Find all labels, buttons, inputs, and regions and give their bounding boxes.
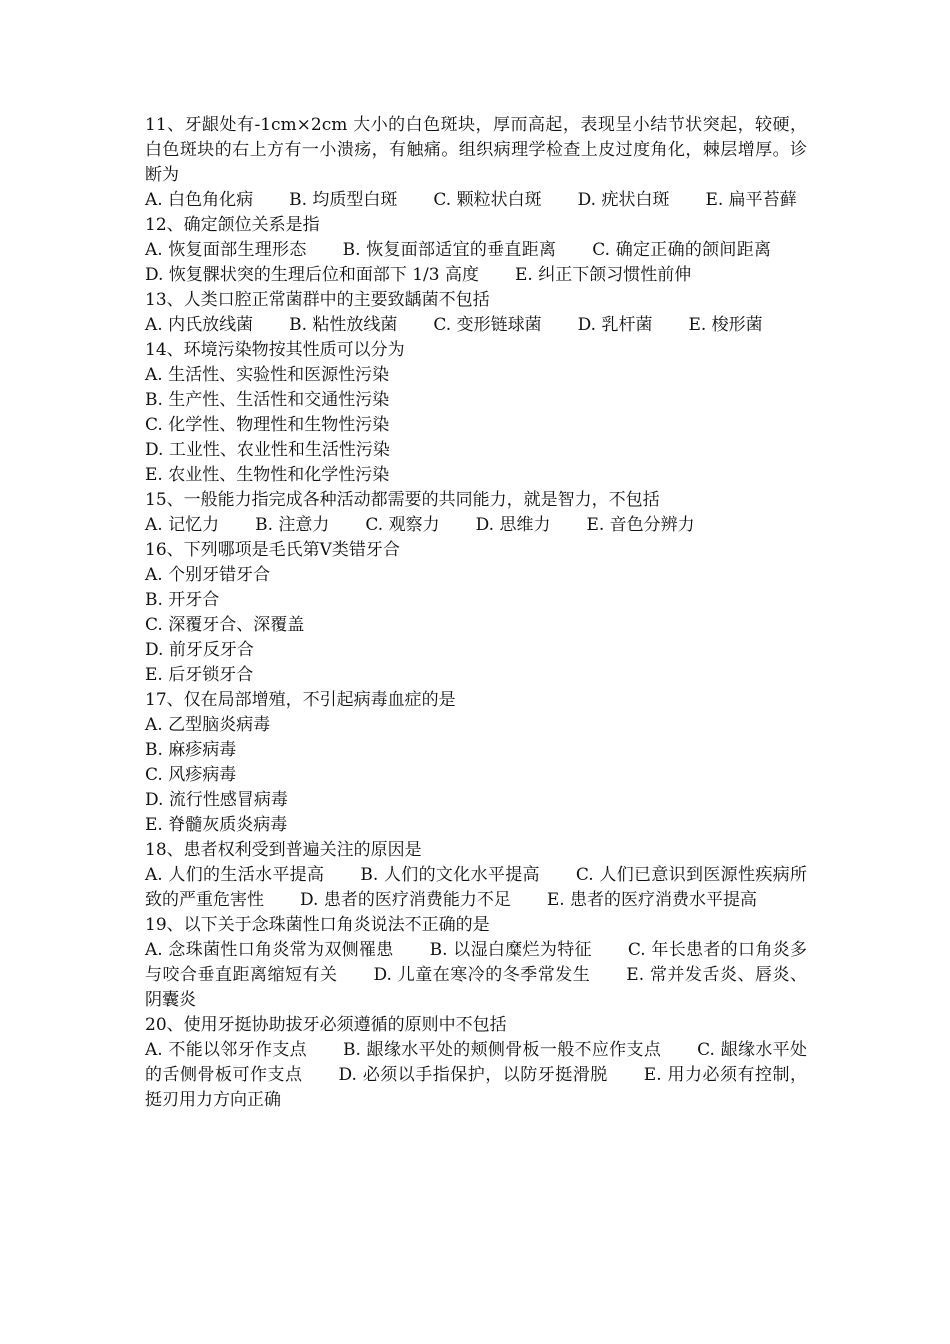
answer-option: D. 儿童在寒冷的冬季常发生 [373, 965, 591, 985]
answer-options [145, 863, 807, 913]
answer-option: D. 思维力 [475, 515, 551, 535]
question-block [145, 213, 807, 288]
answer-option: A. 念珠菌性口角炎常为双侧罹患 [145, 940, 394, 960]
answer-option: A. 恢复面部生理形态 [145, 240, 307, 260]
answer-option: B. 恢复面部适宜的垂直距离 [342, 240, 557, 260]
question-block [145, 913, 807, 1013]
answer-option: A. 白色角化病 [145, 190, 254, 210]
answer-option: B. 均质型白斑 [289, 190, 398, 210]
answer-option: B. 注意力 [255, 515, 330, 535]
question-block [145, 113, 807, 213]
answer-option: E. 扁平苔藓 [705, 190, 797, 210]
question-stem: 15、一般能力指完成各种活动都需要的共同能力，就是智力，不包括 [145, 490, 660, 510]
answer-options [145, 938, 807, 1013]
answer-option: B. 粘性放线菌 [289, 315, 398, 335]
answer-option: E. 后牙锁牙合 [145, 665, 254, 685]
answer-option: B. 人们的文化水平提高 [360, 865, 540, 885]
answer-option: D. 流行性感冒病毒 [145, 790, 288, 810]
answer-option: E. 梭形菌 [688, 315, 763, 335]
question-stem: 12、确定颌位关系是指 [145, 215, 320, 235]
answer-option: D. 患者的医疗消费能力不足 [300, 890, 511, 910]
answer-option: C. 人们已意识到医源性疾病所致的严重危害性 [145, 865, 807, 910]
answer-option: D. 工业性、农业性和生活性污染 [145, 440, 390, 460]
question-stem: 16、下列哪项是毛氏第Ⅴ类错牙合 [145, 540, 400, 560]
answer-option: A. 人们的生活水平提高 [145, 865, 325, 885]
answer-option: B. 以湿白糜烂为特征 [429, 940, 592, 960]
answer-option: D. 疣状白斑 [577, 190, 670, 210]
question-block [145, 338, 807, 488]
answer-option: E. 用力必须有控制，挺刃用力方向正确 [145, 1065, 807, 1110]
question-stem: 11、牙龈处有-1cm×2cm 大小的白色斑块，厚而高起，表现呈小结节状突起，较硬，白色斑块的右上方有一小溃疡，有触痛。组织病理学检查上皮过度角化，棘层增厚。诊断为 [145, 115, 807, 185]
answer-option: C. 龈缘水平处的舌侧骨板可作支点 [145, 1040, 807, 1085]
document-page [145, 113, 807, 1113]
question-block [145, 688, 807, 838]
answer-option: D. 前牙反牙合 [145, 640, 254, 660]
answer-option: D. 必须以手指保护，以防牙挺滑脱 [338, 1065, 608, 1085]
answer-option: A. 内氏放线菌 [145, 315, 254, 335]
answer-option: B. 开牙合 [145, 590, 220, 610]
question-block [145, 288, 807, 338]
question-stem: 17、仅在局部增殖，不引起病毒血症的是 [145, 690, 456, 710]
question-stem: 20、使用牙挺协助拔牙必须遵循的原则中不包括 [145, 1015, 507, 1035]
answer-option: A. 乙型脑炎病毒 [145, 715, 271, 735]
answer-option: E. 患者的医疗消费水平提高 [546, 890, 758, 910]
answer-option: C. 颗粒状白斑 [433, 190, 542, 210]
answer-option: A. 不能以邻牙作支点 [145, 1040, 308, 1060]
question-block [145, 1013, 807, 1113]
answer-option: C. 变形链球菌 [433, 315, 542, 335]
answer-option: D. 恢复髁状突的生理后位和面部下 1/3 高度 [145, 265, 479, 285]
answer-option: A. 记忆力 [145, 515, 220, 535]
answer-option: B. 麻疹病毒 [145, 740, 237, 760]
answer-option: A. 生活性、实验性和医源性污染 [145, 365, 390, 385]
answer-option: C. 年长患者的口角炎多与咬合垂直距离缩短有关 [145, 940, 807, 985]
answer-option: E. 纠正下颌习惯性前伸 [515, 265, 692, 285]
question-block [145, 538, 807, 688]
answer-option: B. 龈缘水平处的颊侧骨板一般不应作支点 [343, 1040, 662, 1060]
answer-option: D. 乳杆菌 [577, 315, 653, 335]
answer-options [145, 238, 807, 288]
answer-option: A. 个别牙错牙合 [145, 565, 271, 585]
answer-option: E. 农业性、生物性和化学性污染 [145, 465, 390, 485]
answer-option: C. 风疹病毒 [145, 765, 237, 785]
answer-options [145, 188, 807, 213]
question-stem: 13、人类口腔正常菌群中的主要致龋菌不包括 [145, 290, 490, 310]
question-stem: 14、环境污染物按其性质可以分为 [145, 340, 405, 360]
answer-option: B. 生产性、生活性和交通性污染 [145, 390, 390, 410]
answer-option: E. 常并发舌炎、唇炎、阴囊炎 [145, 965, 807, 1010]
answer-option: E. 脊髓灰质炎病毒 [145, 815, 288, 835]
question-stem: 19、以下关于念珠菌性口角炎说法不正确的是 [145, 915, 490, 935]
answer-option: C. 深覆牙合、深覆盖 [145, 615, 305, 635]
answer-option: E. 音色分辨力 [586, 515, 695, 535]
answer-option: C. 观察力 [365, 515, 440, 535]
answer-option: C. 确定正确的颌间距离 [592, 240, 771, 260]
answer-options [145, 313, 807, 338]
question-stem: 18、患者权利受到普遍关注的原因是 [145, 840, 422, 860]
answer-options [145, 513, 807, 538]
question-block [145, 838, 807, 913]
question-block [145, 488, 807, 538]
answer-option: C. 化学性、物理性和生物性污染 [145, 415, 390, 435]
answer-options [145, 1038, 807, 1113]
